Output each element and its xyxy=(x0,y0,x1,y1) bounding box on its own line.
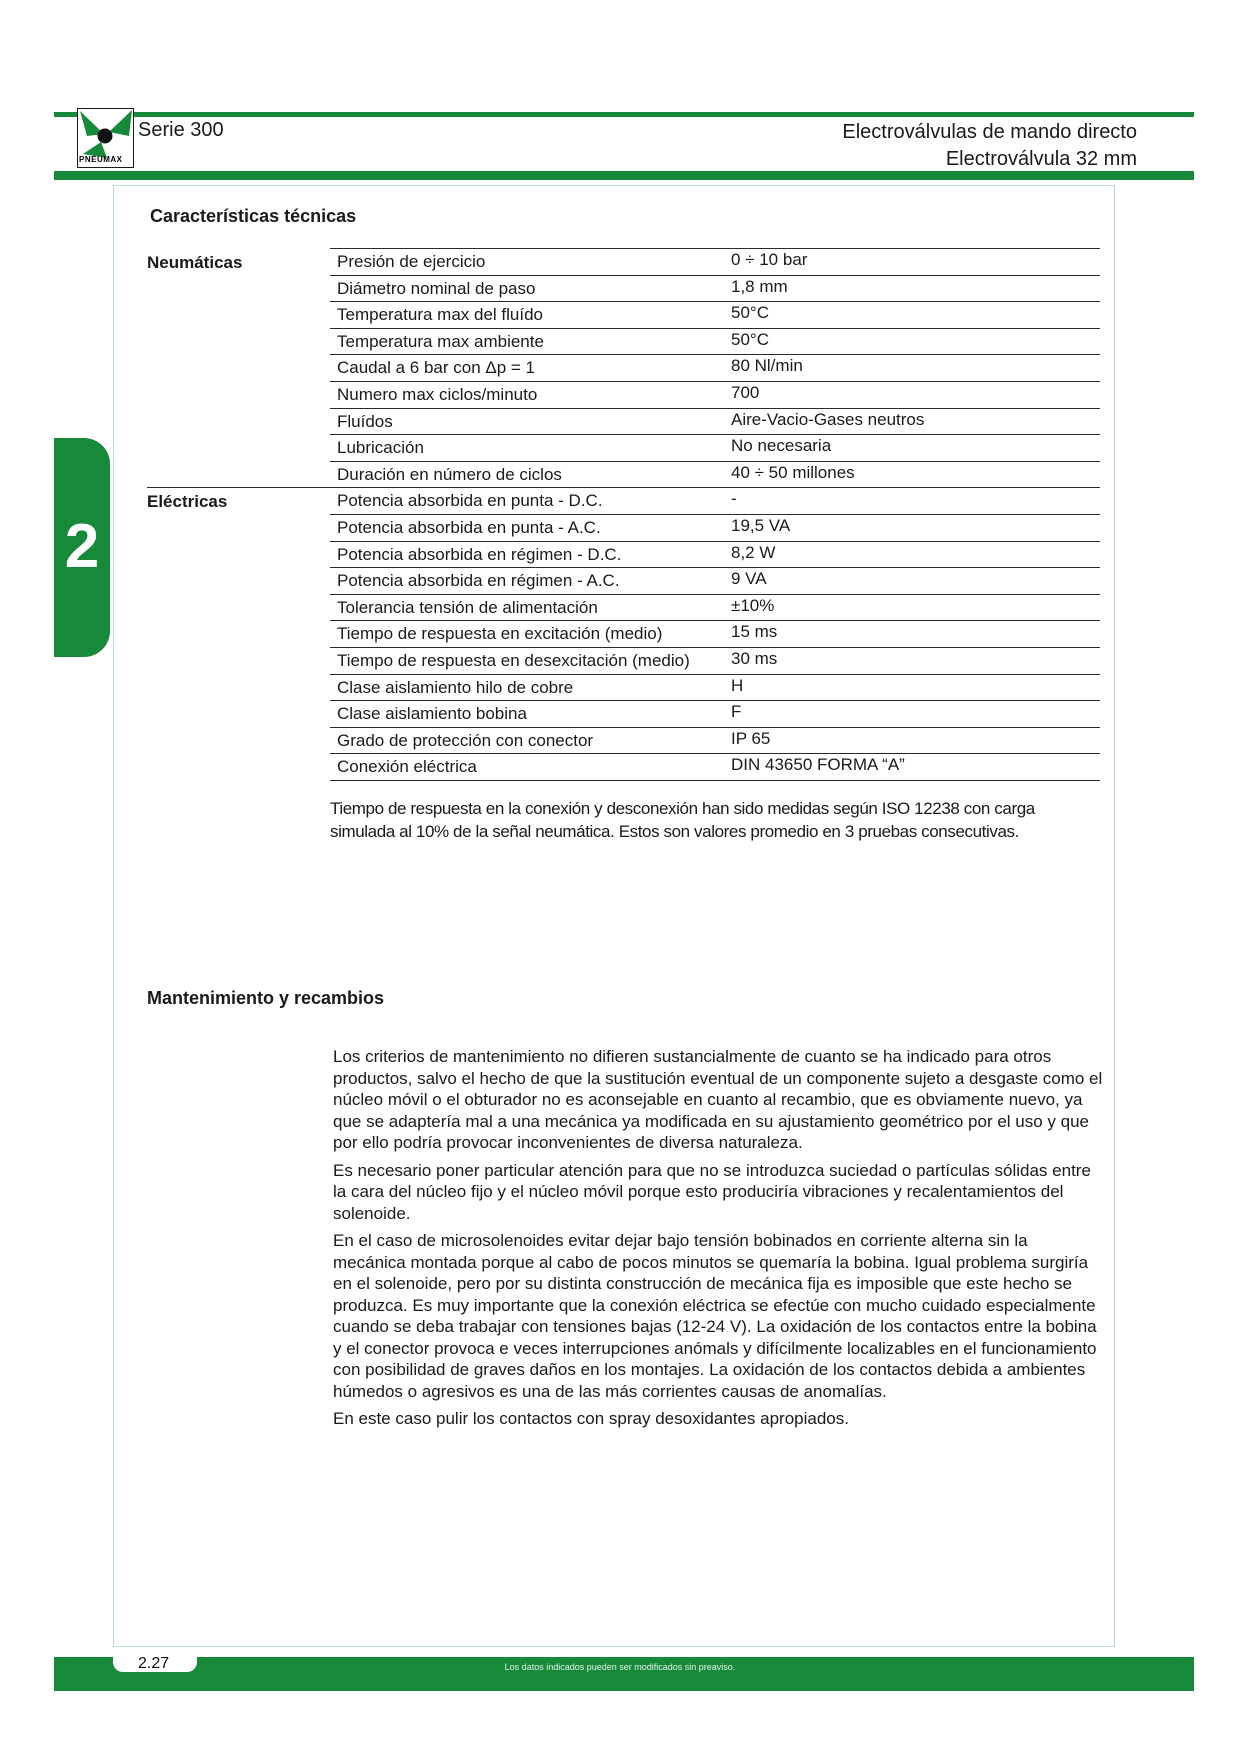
chapter-number: 2 xyxy=(64,512,100,581)
spec-rule xyxy=(147,487,1100,488)
spec-group-label: Neumáticas xyxy=(147,253,243,272)
spec-row-name: Potencia absorbida en punta - D.C. xyxy=(337,491,603,510)
spec-row-name: Conexión eléctrica xyxy=(337,757,477,776)
spec-row-name: Tolerancia tensión de alimentación xyxy=(337,598,598,617)
spec-rule xyxy=(330,354,1100,355)
spec-row-value: 9 VA xyxy=(731,569,767,588)
page-title xyxy=(842,119,1137,173)
spec-row-value: 19,5 VA xyxy=(731,516,791,535)
spec-rule xyxy=(330,381,1100,382)
spec-row-name: Potencia absorbida en régimen - A.C. xyxy=(337,571,620,590)
header-rule-top xyxy=(54,112,1194,117)
spec-rule xyxy=(330,248,1100,249)
spec-row-name: Caudal a 6 bar con Δp = 1 xyxy=(337,358,536,377)
spec-row-name: Presión de ejercicio xyxy=(337,252,486,271)
spec-rule xyxy=(330,674,1100,675)
maintenance-heading: Mantenimiento y recambios xyxy=(147,988,385,1008)
page-number: 2.27 xyxy=(138,1655,170,1672)
spec-row-name: Duración en número de ciclos xyxy=(337,465,562,484)
spec-row-value: 50°C xyxy=(731,330,769,349)
spec-rule xyxy=(330,753,1100,754)
spec-row-value: 15 ms xyxy=(731,622,778,641)
spec-row-name: Potencia absorbida en régimen - D.C. xyxy=(337,545,622,564)
maintenance-text xyxy=(333,1046,1103,1436)
spec-row-value: 0 ÷ 10 bar xyxy=(731,250,808,269)
spec-rule xyxy=(330,620,1100,621)
spec-rule xyxy=(330,408,1100,409)
spec-row-value: 8,2 W xyxy=(731,543,776,562)
spec-row-name: Clase aislamiento hilo de cobre xyxy=(337,678,574,697)
logo-wordmark: PNEUMAX xyxy=(79,155,123,164)
spec-rule xyxy=(330,727,1100,728)
spec-row-value: IP 65 xyxy=(731,729,771,748)
technical-heading: Características técnicas xyxy=(150,206,357,226)
spec-rule xyxy=(330,541,1100,542)
maintenance-paragraph: Es necesario poner particular atención para que no se introduzca suciedad o partículas sólidas entre la cara del núcleo fijo y el núcleo móvil porque esto produciría vibraciones y recalentamientos del solenoide. xyxy=(333,1160,1091,1223)
spec-rule xyxy=(330,647,1100,648)
spec-row-name: Temperatura max del fluído xyxy=(337,305,543,324)
spec-rule xyxy=(330,328,1100,329)
chapter-tab[interactable] xyxy=(54,438,110,657)
title-line-2: Electroválvula 32 mm xyxy=(945,148,1137,170)
spec-row-name: Fluídos xyxy=(337,412,393,431)
spec-row-value: DIN 43650 FORMA “A” xyxy=(731,755,905,774)
spec-row-name: Lubricación xyxy=(337,438,424,457)
spec-row-name: Temperatura max ambiente xyxy=(337,332,544,351)
spec-row-value: No necesaria xyxy=(731,436,832,455)
spec-rule xyxy=(330,514,1100,515)
spec-rule xyxy=(330,275,1100,276)
spec-row-value: 40 ÷ 50 millones xyxy=(731,463,855,482)
maintenance-paragraph: En el caso de microsolenoides evitar dejar bajo tensión bobinados en corriente alterna sin la mecánica montada porque al cabo de pocos minutos se quemaría la bobina. Igual problema surgiría en el solenoide, pero por su distinta construcción de mecánica fija es imposible que este hecho se produzca. Es muy importante que la conexión eléctrica se efectúe con mucho cuidado especialmente cuando se deba trabajar con tensiones bajas (12-24 V). La oxidación de los contactos entre la bobina y el conector provoca e veces interrupciones anómals y difícilmente localizables en el funcionamiento con posibilidad de graves daños en los montajes. La oxidación de los contactos debida a ambientes húmedos o agresivos es una de las más corrientes causas de anomalías. xyxy=(333,1231,1097,1401)
spec-row-name: Numero max ciclos/minuto xyxy=(337,385,538,404)
spec-group-label: Eléctricas xyxy=(147,492,228,511)
spec-row-value: H xyxy=(731,676,744,695)
spec-row-value: F xyxy=(731,702,742,721)
spec-rule xyxy=(330,700,1100,701)
spec-row-value: 700 xyxy=(731,383,760,402)
spec-row-value: 80 Nl/min xyxy=(731,356,803,375)
spec-rule xyxy=(330,461,1100,462)
maintenance-paragraph: En este caso pulir los contactos con spray desoxidantes apropiados. xyxy=(333,1409,849,1428)
spec-rule xyxy=(330,434,1100,435)
spec-row-name: Potencia absorbida en punta - A.C. xyxy=(337,518,601,537)
spec-row-name: Grado de protección con conector xyxy=(337,731,594,750)
maintenance-paragraph: Los criterios de mantenimiento no difieren sustancialmente de cuanto se ha indicado para otros productos, salvo el hecho de que la sustitución eventual de un componente sujeto a desgaste como el núcleo móvil o el obturador no es aconsejable en cuanto al recambio, que es obviamente nuevo, ya que se adaptería mal a una mecánica ya modificada en su ajustamiento geométrico por el uso y que por ello podría provocar inconvenientes de diversa naturaleza. xyxy=(333,1047,1103,1152)
spec-row-value: 1,8 mm xyxy=(731,277,788,296)
spec-rule xyxy=(330,780,1100,781)
spec-rule xyxy=(330,567,1100,568)
spec-row-value: 30 ms xyxy=(731,649,778,668)
spec-row-value: ±10% xyxy=(731,596,775,615)
spec-row-value: 50°C xyxy=(731,303,769,322)
spec-rule xyxy=(330,594,1100,595)
spec-rule xyxy=(330,301,1100,302)
spec-row-name: Diámetro nominal de paso xyxy=(337,279,536,298)
spec-row-name: Clase aislamiento bobina xyxy=(337,704,527,723)
spec-row-name: Tiempo de respuesta en excitación (medio) xyxy=(337,624,663,643)
title-line-1: Electroválvulas de mando directo xyxy=(842,121,1137,143)
spec-row-value: Aire-Vacio-Gases neutros xyxy=(731,410,925,429)
footer-disclaimer: Los datos indicados pueden ser modificados sin preaviso. xyxy=(504,1662,736,1672)
spec-row-name: Tiempo de respuesta en desexcitación (medio) xyxy=(337,651,690,670)
series-label: Serie 300 xyxy=(138,119,224,141)
spec-row-value: - xyxy=(731,489,737,508)
measurement-note: Tiempo de respuesta en la conexión y desconexión han sido medidas según ISO 12238 con carga simulada al 10% de la señal neumática. Estos son valores promedio en 3 pruebas consecutivas. xyxy=(330,799,1035,841)
